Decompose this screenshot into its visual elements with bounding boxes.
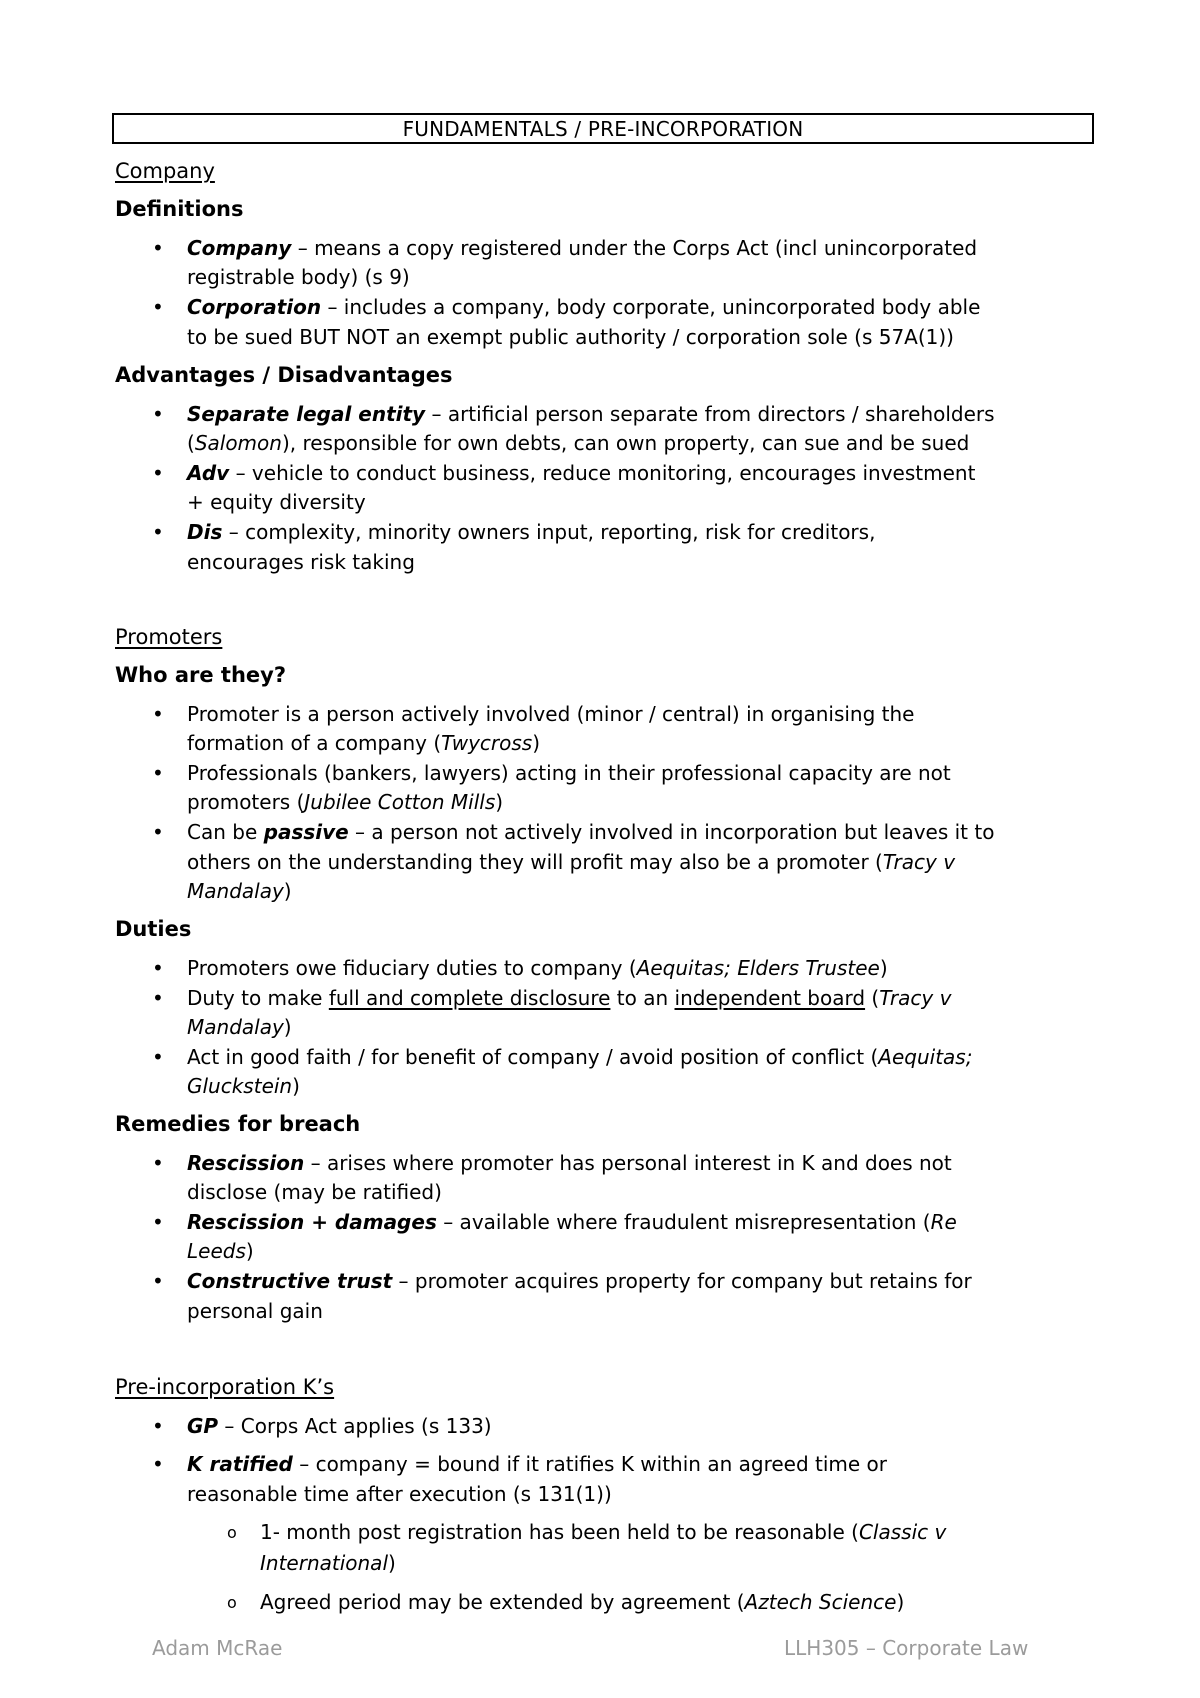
item-text: – means a copy registered under the Corps Act (incl unincorporated: [291, 236, 978, 260]
underlined-phrase: independent board: [674, 986, 866, 1010]
sub-list-item-continued: International): [260, 1551, 396, 1575]
list-item: Professionals (bankers, lawyers) acting in their professional capacity are not: [187, 761, 951, 785]
case-name: Classic v: [858, 1520, 947, 1544]
list-item: Duty to make full and complete disclosure to an independent board (Tracy v: [187, 986, 952, 1010]
subheading-definitions: Definitions: [115, 197, 244, 221]
list-item: [187, 295, 980, 319]
list-item-continued: reasonable time after execution (s 131(1)): [187, 1482, 612, 1506]
sub-bullet-icon: o: [227, 1523, 237, 1542]
list-item-continued: disclose (may be ratified): [187, 1180, 442, 1204]
term: Rescission + damages: [187, 1210, 437, 1234]
list-item-continued: Mandalay): [187, 1015, 292, 1039]
list-item-continued: + equity diversity: [187, 490, 366, 514]
list-item-continued: Leeds): [187, 1239, 254, 1263]
case-name: Re: [930, 1210, 957, 1234]
list-item: Constructive trust – promoter acquires property for company but retains for: [187, 1269, 972, 1293]
item-text: – artificial person separate from directors / shareholders: [425, 402, 995, 426]
list-item-continued: personal gain: [187, 1299, 323, 1323]
term: Constructive trust: [187, 1269, 393, 1293]
case-name: Tracy v: [879, 986, 952, 1010]
case-name: Leeds: [187, 1239, 246, 1263]
bullet-icon: •: [152, 520, 164, 544]
underlined-phrase: full and complete disclosure: [328, 986, 611, 1010]
case-name: Aztech Science: [744, 1590, 897, 1614]
sub-bullet-icon: o: [227, 1593, 237, 1612]
bullet-icon: •: [152, 1210, 164, 1234]
term: Dis: [187, 520, 223, 544]
bullet-icon: •: [152, 1045, 164, 1069]
section-heading-company: Company: [115, 159, 215, 183]
list-item-continued: promoters (Jubilee Cotton Mills): [187, 790, 504, 814]
list-item: Can be passive – a person not actively involved in incorporation but leaves it to: [187, 820, 995, 844]
term: GP: [187, 1414, 219, 1438]
case-name: Aequitas; Elders Trustee: [636, 956, 880, 980]
case-name: Mandalay: [187, 1015, 284, 1039]
term: K ratified: [187, 1452, 293, 1476]
bullet-icon: •: [152, 236, 164, 260]
case-name: Twycross: [441, 731, 533, 755]
list-item: [187, 461, 975, 485]
bullet-icon: •: [152, 702, 164, 726]
bullet-icon: •: [152, 295, 164, 319]
list-item-continued: (Salomon), responsible for own debts, can own property, can sue and be sued: [187, 431, 970, 455]
section-heading-promoters: Promoters: [115, 625, 223, 649]
case-name: Tracy v: [882, 850, 956, 874]
bullet-icon: •: [152, 820, 164, 844]
case-name: Mandalay: [187, 879, 284, 903]
list-item: Rescission – arises where promoter has personal interest in K and does not: [187, 1151, 952, 1175]
footer-author: Adam McRae: [152, 1636, 283, 1660]
list-item-continued: Gluckstein): [187, 1074, 300, 1098]
sub-list-item: 1- month post registration has been held to be reasonable (Classic v: [260, 1520, 947, 1544]
bullet-icon: •: [152, 986, 164, 1010]
section-heading-pre-incorporation: Pre-incorporation K’s: [115, 1375, 335, 1399]
list-item: Rescission + damages – available where fraudulent misrepresentation (Re: [187, 1210, 957, 1234]
term: Adv: [187, 461, 230, 485]
term: Separate legal entity: [187, 402, 426, 426]
term: passive: [263, 820, 349, 844]
bullet-icon: •: [152, 1414, 164, 1438]
item-text: – vehicle to conduct business, reduce monitoring, encourages investment: [229, 461, 976, 485]
list-item: K ratified – company = bound if it ratifies K within an agreed time or: [187, 1452, 888, 1476]
subheading-advantages: Advantages / Disadvantages: [115, 363, 453, 387]
list-item-continued: encourages risk taking: [187, 550, 415, 574]
list-item: [187, 520, 875, 544]
list-item-continued: others on the understanding they will profit may also be a promoter (Tracy v: [187, 850, 956, 874]
footer-course: LLH305 – Corporate Law: [784, 1636, 1029, 1660]
case-name: Gluckstein: [187, 1074, 293, 1098]
list-item: [187, 402, 995, 426]
sub-list-item: Agreed period may be extended by agreement (Aztech Science): [260, 1590, 905, 1614]
bullet-icon: •: [152, 956, 164, 980]
subheading-duties: Duties: [115, 917, 192, 941]
term: Rescission: [187, 1151, 305, 1175]
page-title: FUNDAMENTALS / PRE-INCORPORATION: [112, 113, 1094, 144]
bullet-icon: •: [152, 1151, 164, 1175]
list-item-continued: Mandalay): [187, 879, 292, 903]
bullet-icon: •: [152, 1452, 164, 1476]
list-item: [187, 236, 977, 260]
subheading-remedies: Remedies for breach: [115, 1112, 361, 1136]
list-item: Promoters owe fiduciary duties to company (Aequitas; Elders Trustee): [187, 956, 888, 980]
list-item-continued: formation of a company (Twycross): [187, 731, 541, 755]
item-text: – complexity, minority owners input, reporting, risk for creditors,: [222, 520, 876, 544]
list-item: Act in good faith / for benefit of company / avoid position of conflict (Aequitas;: [187, 1045, 973, 1069]
bullet-icon: •: [152, 402, 164, 426]
case-name: Jubilee Cotton Mills: [304, 790, 496, 814]
case-name: Aequitas;: [878, 1045, 973, 1069]
list-item-continued: to be sued BUT NOT an exempt public authority / corporation sole (s 57A(1)): [187, 325, 954, 349]
term: Corporation: [187, 295, 322, 319]
list-item-continued: registrable body) (s 9): [187, 265, 410, 289]
case-name: Salomon: [194, 431, 282, 455]
item-text: – includes a company, body corporate, unincorporated body able: [321, 295, 981, 319]
list-item: Promoter is a person actively involved (minor / central) in organising the: [187, 702, 915, 726]
bullet-icon: •: [152, 1269, 164, 1293]
bullet-icon: •: [152, 461, 164, 485]
subheading-who-are-they: Who are they?: [115, 663, 287, 687]
bullet-icon: •: [152, 761, 164, 785]
list-item: GP – Corps Act applies (s 133): [187, 1414, 492, 1438]
case-name: International: [260, 1551, 388, 1575]
term: Company: [187, 236, 292, 260]
